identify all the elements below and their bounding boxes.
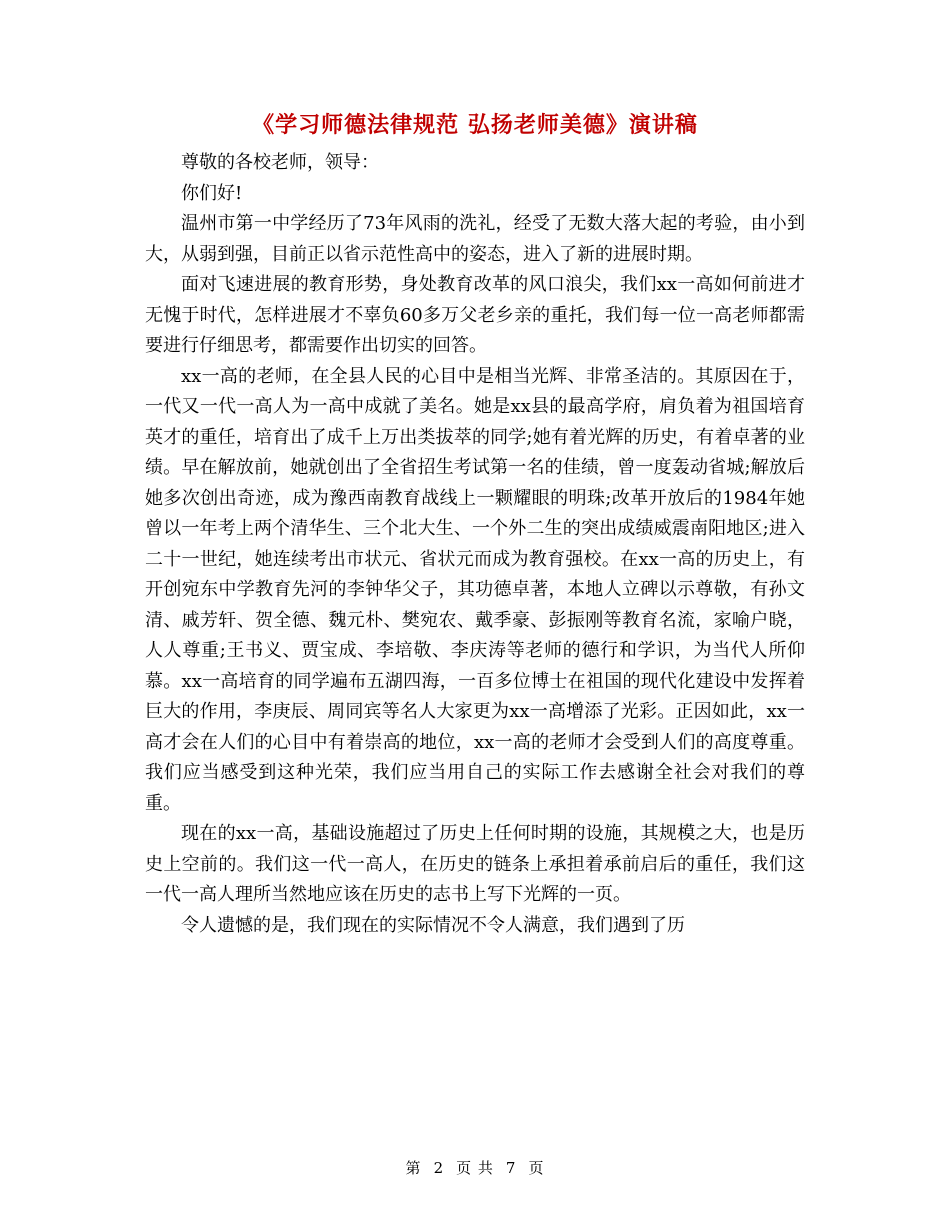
footer-middle: 页 共 (456, 1159, 494, 1177)
paragraph-challenge: 面对飞速进展的教育形势，身处教育改革的风口浪尖，我们xx一高如何前进才无愧于时代，怎样进展才不辜负60多万父老乡亲的重托，我们每一位一高老师都需要进行仔细思考，都需要作出切实的回答。 (145, 274, 805, 356)
paragraph-history: 温州市第一中学经历了73年风雨的洗礼，经受了无数大落大起的考验，由小到大，从弱到强，目前正以省示范性高中的姿态，进入了新的进展时期。 (145, 213, 805, 265)
paragraph-regret: 令人遗憾的是，我们现在的实际情况不令人满意，我们遇到了历 (181, 914, 685, 936)
footer-suffix: 页 (528, 1159, 545, 1177)
page-footer (0, 1157, 950, 1178)
paragraph-reputation: xx一高的老师，在全县人民的心目中是相当光辉、非常圣洁的。其原因在于，一代又一代一高人为一高中成就了美名。她是xx县的最高学府，肩负着为祖国培育英才的重任，培育出了成千上万出类拔萃的同学;她有着光辉的历史，有着卓著的业绩。早在解放前，她就创出了全省招生考试第一名的佳绩，曾一度轰动省城;解放后她多次创出奇迹，成为豫西南教育战线上一颗耀眼的明珠;改革开放后的1984年她曾以一年考上两个清华生、三个北大生、一个外二生的突出成绩威震南阳地区;进入二十一世纪，她连续考出市状元、省状元而成为教育强校。在xx一高的历史上，有开创宛东中学教育先河的李钟华父子，其功德卓著，本地人立碑以示尊敬，有孙文清、戚芳轩、贺全德、魏元朴、樊宛农、戴季豪、彭振刚等教育名流，家喻户晓，人人尊重;王书义、贾宝成、李培敬、李庆涛等老师的德行和学识，为当代人所仰慕。xx一高培育的同学遍布五湖四海，一百多位博士在祖国的现代化建设中发挥着巨大的作用，李庚辰、周同宾等名人大家更为xx一高增添了光彩。正因如此，xx一高才会在人们的心目中有着崇高的地位，xx一高的老师才会受到人们的高度尊重。我们应当感受到这种光荣，我们应当用自己的实际工作去感谢全社会对我们的尊重。 (145, 365, 805, 814)
footer-page-number: 2 (433, 1159, 445, 1177)
greeting: 你们好! (181, 182, 243, 204)
document-body (145, 146, 805, 941)
paragraph-present: 现在的xx一高，基础设施超过了历史上任何时期的设施，其规模之大，也是历史上空前的。我们这一代一高人，在历史的链条上承担着承前启后的重任，我们这一代一高人理所当然地应该在历史的志书上写下光辉的一页。 (145, 823, 805, 905)
document-title: 《学习师德法律规范 弘扬老师美德》演讲稿 (252, 112, 698, 138)
footer-total-pages: 7 (505, 1159, 517, 1177)
footer-prefix: 第 (405, 1159, 422, 1177)
salutation: 尊敬的各校老师，领导： (181, 152, 379, 173)
